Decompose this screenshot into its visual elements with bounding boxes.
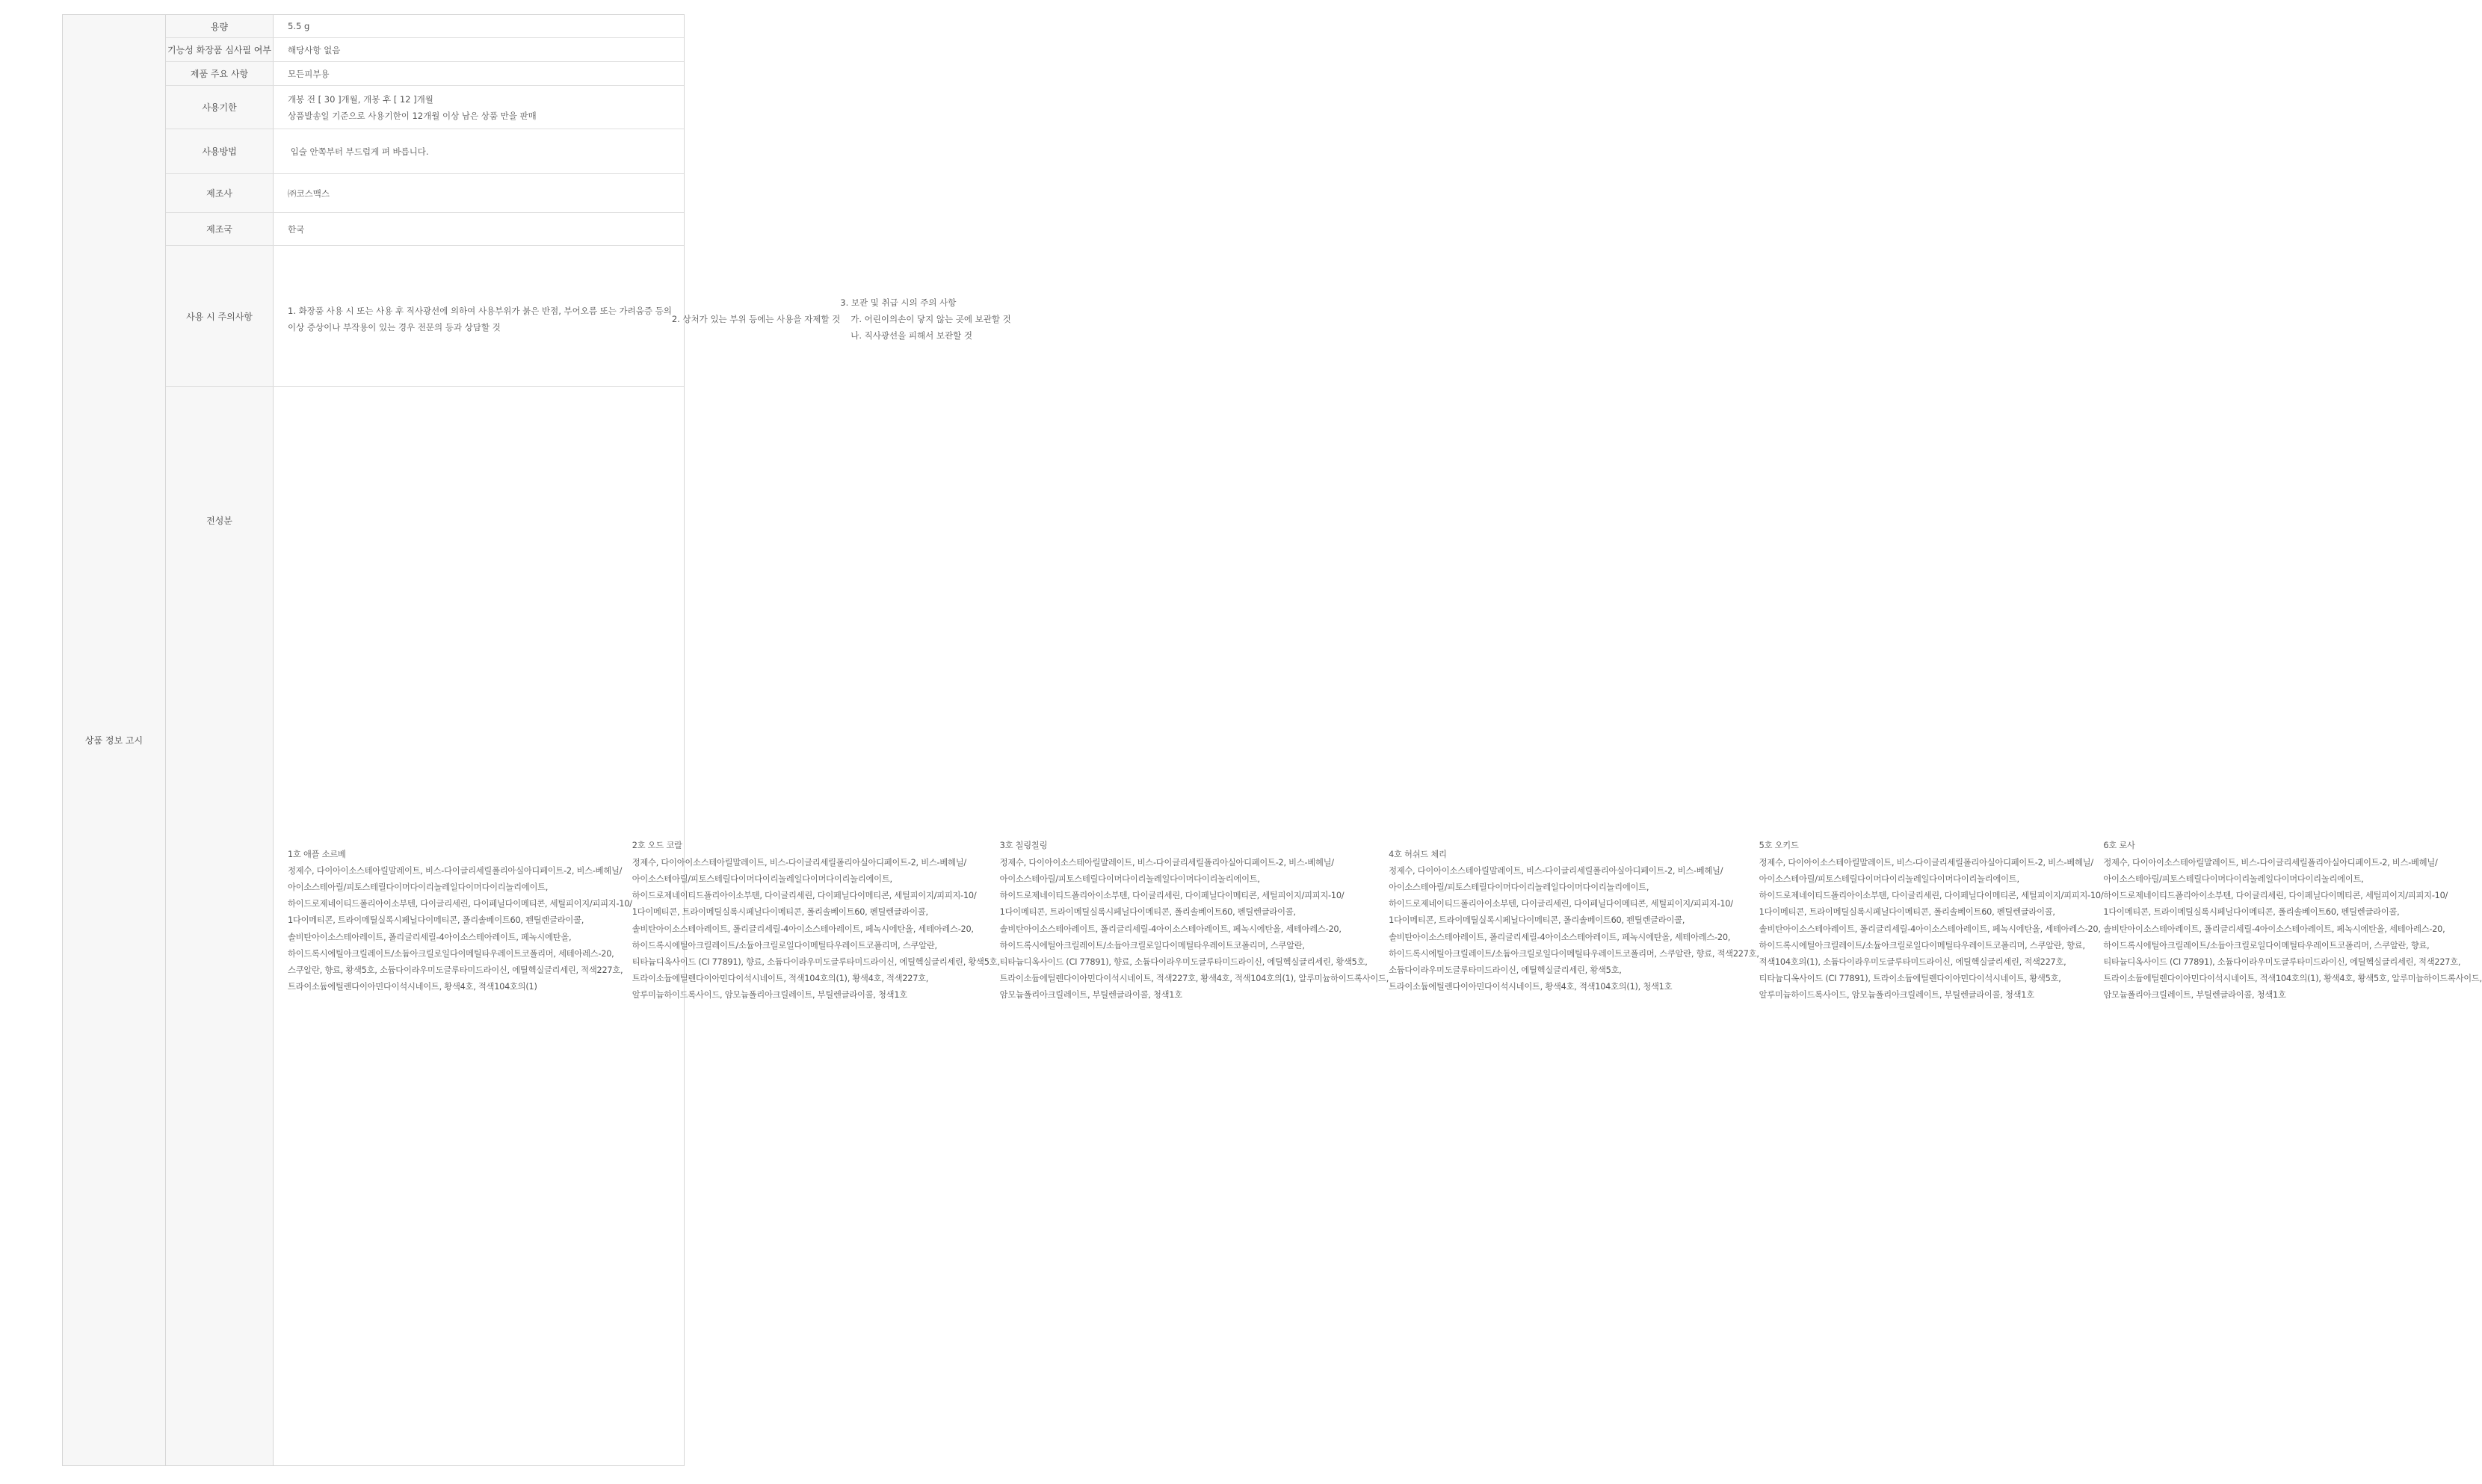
row-label: 기능성 화장품 심사필 여부 [166, 38, 274, 61]
shade-name: 6호 로사 [2103, 841, 2135, 851]
row-label: 사용방법 [166, 129, 274, 173]
ingredient-line: 솔비탄아이소스테아레이트, 폴리글리세릴-4아이소스테아레이트, 페녹시에탄올, 세테아레스-20, [1389, 932, 1731, 942]
ingredient-line: 정제수, 다이아이소스테아릴말레이트, 비스-다이글리세릴폴리아실아디페이트-2, 비스-베헤닐/ [1389, 865, 1723, 876]
ingredient-line: 솔비탄아이소스테아레이트, 폴리글리세릴-4아이소스테아레이트, 페녹시에탄올, 세테아레스-20, [1759, 924, 2101, 934]
ingredient-line: 아이소스테아릴/피토스테릴다이머다이리놀레일다이머다이리놀리에이트, [288, 882, 549, 892]
row-value: 해당사항 없음 [288, 44, 341, 55]
ingredient-line: 티타늄디옥사이드 (CI 77891), 향료, 소듐다이라우미도글루타미드라이신, 에틸헥실글리세린, 황색5호, [632, 956, 1000, 967]
ingredient-line: 하이드로제네이티드폴리아이소부텐, 다이글리세린, 다이페닐다이메티콘, 세틸피이지/피피지-10/ [1389, 899, 1733, 909]
ingredient-line: 하이드록시에틸아크릴레이트/소듐아크릴로일다이메틸타우레이트코폴리머, 세테아레스-20, [288, 948, 614, 959]
info-row-functional-review [166, 38, 684, 62]
shade-name: 3호 칠링칠링 [999, 841, 1048, 851]
ingredient-line: 트라이소듐에틸렌다이아민다이석시네이트, 적색104호의(1), 황색4호, 적색227호, [632, 974, 929, 984]
ingredient-line: 트라이소듐에틸렌다이아민다이석시네이트, 황색4호, 적색104호의(1) [288, 982, 537, 992]
ingredient-group [1389, 847, 1759, 996]
row-label: 용량 [166, 15, 274, 37]
info-row-ingredients [166, 387, 2482, 1465]
ingredient-line: 트라이소듐에틸렌다이아민다이석시네이트, 황색4호, 적색104호의(1), 청색1호 [1389, 982, 1673, 992]
row-value: ㈜코스맥스 [288, 188, 330, 199]
ingredient-line: 암모늄폴리아크릴레이트, 부틸렌글라이콜, 청색1호 [999, 990, 1182, 1001]
ingredient-line: 솔비탄아이소스테아레이트, 폴리글리세릴-4아이소스테아레이트, 페녹시에탄올, 세테아레스-20, [632, 924, 974, 934]
info-row-caution [166, 246, 1011, 387]
ingredient-line: 알루미늄하이드록사이드, 암모늄폴리아크릴레이트, 부틸렌글라이콜, 청색1호 [632, 990, 907, 1001]
ingredient-line: 적색104호의(1), 소듐다이라우미도글루타미드라이신, 에틸헥실글리세린, 적색227호, [1759, 956, 2066, 967]
ingredient-line: 아이소스테아릴/피토스테릴다이머다이리놀레일다이머다이리놀리에이트, [632, 874, 892, 884]
ingredient-line: 정제수, 다이아이소스테아릴말레이트, 비스-다이글리세릴폴리아실아디페이트-2, 비스-베헤닐/ [632, 857, 966, 868]
row-value [274, 86, 684, 129]
ingredient-line: 하이드로제네이티드폴리아이소부텐, 다이글리세린, 다이페닐다이메티콘, 세틸피이지/피피지-10/ [2103, 891, 2448, 901]
ingredient-line: 하이드록시에틸아크릴레이트/소듐아크릴로일다이메틸타우레이트코폴리머, 스쿠알란, 향료, [1759, 940, 2085, 950]
ingredient-line: 하이드록시에틸아크릴레이트/소듐아크릴로일다이메틸타우레이트코폴리머, 스쿠알란, 향료, [2103, 940, 2430, 950]
ingredient-line: 아이소스테아릴/피토스테릴다이머다이리놀레일다이머다이리놀리에이트, [1389, 882, 1649, 892]
shade-name: 5호 오키드 [1759, 841, 1799, 851]
row-label: 제조국 [166, 213, 274, 245]
ingredient-line: 알루미늄하이드록사이드, 암모늄폴리아크릴레이트, 부틸렌글라이콜, 청색1호 [1759, 990, 2034, 1001]
info-row-usage [166, 129, 684, 174]
row-value: 입술 안쪽부터 부드럽게 펴 바릅니다. [288, 146, 429, 157]
ingredient-line: 정제수, 다이아이소스테아릴말레이트, 비스-다이글리세릴폴리아실아디페이트-2, 비스-베헤닐/ [2103, 857, 2438, 868]
ingredient-group [1000, 838, 1389, 1004]
ingredient-line: 정제수, 다이아이소스테아릴말레이트, 비스-다이글리세릴폴리아실아디페이트-2, 비스-베헤닐/ [288, 865, 623, 876]
info-row-key-details [166, 62, 684, 86]
ingredient-line: 하이드록시에틸아크릴레이트/소듐아크릴로일다이메틸타우레이트코폴리머, 스쿠알란, [632, 940, 937, 950]
ingredient-line: 암모늄폴리아크릴레이트, 부틸렌글라이콜, 청색1호 [2103, 990, 2286, 1001]
ingredient-line: 솔비탄아이소스테아레이트, 폴리글리세릴-4아이소스테아레이트, 페녹시에탄올, 세테아레스-20, [2103, 924, 2445, 934]
ingredient-line: 1다이메티콘, 트라이메틸실록시페닐다이메티콘, 폴리솔베이트60, 펜틸렌글라이콜, [1759, 907, 2055, 918]
ingredient-line: 하이드로제네이티드폴리아이소부텐, 다이글리세린, 다이페닐다이메티콘, 세틸피이지/피피지-10/ [999, 891, 1345, 901]
ingredient-line: 소듐다이라우미도글루타미드라이신, 에틸헥실글리세린, 황색5호, [1389, 965, 1622, 975]
ingredient-line: 솔비탄아이소스테아레이트, 폴리글리세릴-4아이소스테아레이트, 페녹시에탄올, [288, 932, 572, 942]
ingredient-line: 솔비탄아이소스테아레이트, 폴리글리세릴-4아이소스테아레이트, 페녹시에탄올, 세테아레스-20, [999, 924, 1342, 934]
ingredient-line: 트라이소듐에틸렌다이아민다이석시네이트, 적색227호, 황색4호, 적색104호의(1), 알루미늄하이드록사이드, [999, 974, 1389, 984]
row-label: 제품 주요 사항 [166, 62, 274, 85]
shade-name: 1호 애플 소르베 [288, 849, 346, 859]
product-info-table [62, 14, 2482, 1466]
ingredient-line: 1다이메티콘, 트라이메틸실록시페닐다이메티콘, 폴리솔베이트60, 펜틸렌글라이콜, [999, 907, 1296, 918]
info-row-capacity [166, 15, 684, 38]
row-label: 전성분 [166, 387, 274, 1465]
shade-name: 4호 허쉬드 체리 [1389, 849, 1447, 859]
ingredient-line: 스쿠알란, 향료, 황색5호, 소듐다이라우미도글루타미드라이신, 에틸헥실글리세린, 적색227호, [288, 965, 623, 975]
row-label: 제조사 [166, 174, 274, 212]
ingredient-line: 정제수, 다이아이소스테아릴말레이트, 비스-다이글리세릴폴리아실아디페이트-2, 비스-베헤닐/ [999, 857, 1334, 868]
caution-item: 1. 화장품 사용 시 또는 사용 후 직사광선에 의하여 사용부위가 붉은 반점, 부어오름 또는 가려움증 등의 이상 증상이나 부작용이 있는 경우 전문의 등과 상담할 것 [288, 306, 672, 333]
ingredient-line: 하이드로제네이티드폴리아이소부텐, 다이글리세린, 다이페닐다이메티콘, 세틸피이지/피피지-10/ [288, 899, 632, 909]
caution-list [274, 246, 1011, 386]
ingredient-group [2103, 838, 2482, 1004]
row-label: 사용기한 [166, 86, 274, 129]
ingredient-line: 티타늄디옥사이드 (CI 77891), 향료, 소듐다이라우미도글루타미드라이신, 에틸헥실글리세린, 황색5호, [999, 956, 1368, 967]
ingredient-group [288, 847, 632, 996]
info-row-manufacturer [166, 174, 684, 213]
value-line: 상품발송일 기준으로 사용기한이 12개월 이상 남은 상품 만을 판매 [288, 110, 537, 121]
ingredient-line: 아이소스테아릴/피토스테릴다이머다이리놀레일다이머다이리놀리에이트, [1759, 874, 2019, 884]
ingredients-list [274, 387, 2482, 1465]
ingredient-line: 1다이메티콘, 트라이메틸실록시페닐다이메티콘, 폴리솔베이트60, 펜틸렌글라이콜, [288, 915, 584, 926]
row-value: 5.5 g [288, 21, 310, 31]
ingredient-line: 하이드로제네이티드폴리아이소부텐, 다이글리세린, 다이페닐다이메티콘, 세틸피이지/피피지-10/ [632, 891, 977, 901]
ingredient-line: 1다이메티콘, 트라이메틸실록시페닐다이메티콘, 폴리솔베이트60, 펜틸렌글라이콜, [632, 907, 928, 918]
ingredient-line: 트라이소듐에틸렌다이아민다이석시네이트, 적색104호의(1), 황색4호, 황색5호, 알루미늄하이드록사이드, [2103, 974, 2482, 984]
caution-item: 2. 상처가 있는 부위 등에는 사용을 자제할 것 [671, 314, 841, 324]
ingredient-line: 하이드록시에틸아크릴레이트/소듐아크릴로일다이메틸타우레이트코폴리머, 스쿠알란, [999, 940, 1305, 950]
row-value: 모든피부용 [288, 68, 330, 79]
ingredient-line: 티타늄디옥사이드 (CI 77891), 트라이소듐에틸렌다이아민다이석시네이트, 황색5호, [1759, 974, 2061, 984]
ingredient-line: 1다이메티콘, 트라이메틸실록시페닐다이메티콘, 폴리솔베이트60, 펜틸렌글라이콜, [1389, 915, 1685, 926]
ingredient-line: 아이소스테아릴/피토스테릴다이머다이리놀레일다이머다이리놀리에이트, [999, 874, 1260, 884]
ingredient-line: 하이드로제네이티드폴리아이소부텐, 다이글리세린, 다이페닐다이메티콘, 세틸피이지/피피지-10/ [1759, 891, 2104, 901]
ingredient-line: 1다이메티콘, 트라이메틸실록시페닐다이메티콘, 폴리솔베이트60, 펜틸렌글라이콜, [2103, 907, 2400, 918]
value-line: 개봉 전 [ 30 ]개월, 개봉 후 [ 12 ]개월 [288, 93, 433, 105]
caution-item: 3. 보관 및 취급 시의 주의 사항 가. 어린이의손이 닿지 않는 곳에 보관할 것 나. 직사광선을 피해서 보관할 것 [840, 297, 1011, 341]
ingredient-line: 티타늄디옥사이드 (CI 77891), 소듐다이라우미도글루타미드라이신, 에틸헥실글리세린, 적색227호, [2103, 956, 2461, 967]
shade-name: 2호 오드 코랄 [632, 841, 682, 851]
section-title: 상품 정보 고시 [63, 15, 166, 1465]
ingredient-line: 아이소스테아릴/피토스테릴다이머다이리놀레일다이머다이리놀리에이트, [2103, 874, 2364, 884]
ingredient-line: 하이드록시에틸아크릴레이트/소듐아크릴로일다이메틸타우레이트코폴리머, 스쿠알란, 향료, 적색227호, [1389, 948, 1759, 959]
info-row-country [166, 213, 684, 246]
info-row-expiry [166, 86, 684, 129]
ingredient-group [1759, 838, 2104, 1004]
ingredient-group [632, 838, 1000, 1004]
row-value: 한국 [288, 223, 305, 235]
ingredient-line: 정제수, 다이아이소스테아릴말레이트, 비스-다이글리세릴폴리아실아디페이트-2, 비스-베헤닐/ [1759, 857, 2093, 868]
row-label: 사용 시 주의사항 [166, 246, 274, 386]
